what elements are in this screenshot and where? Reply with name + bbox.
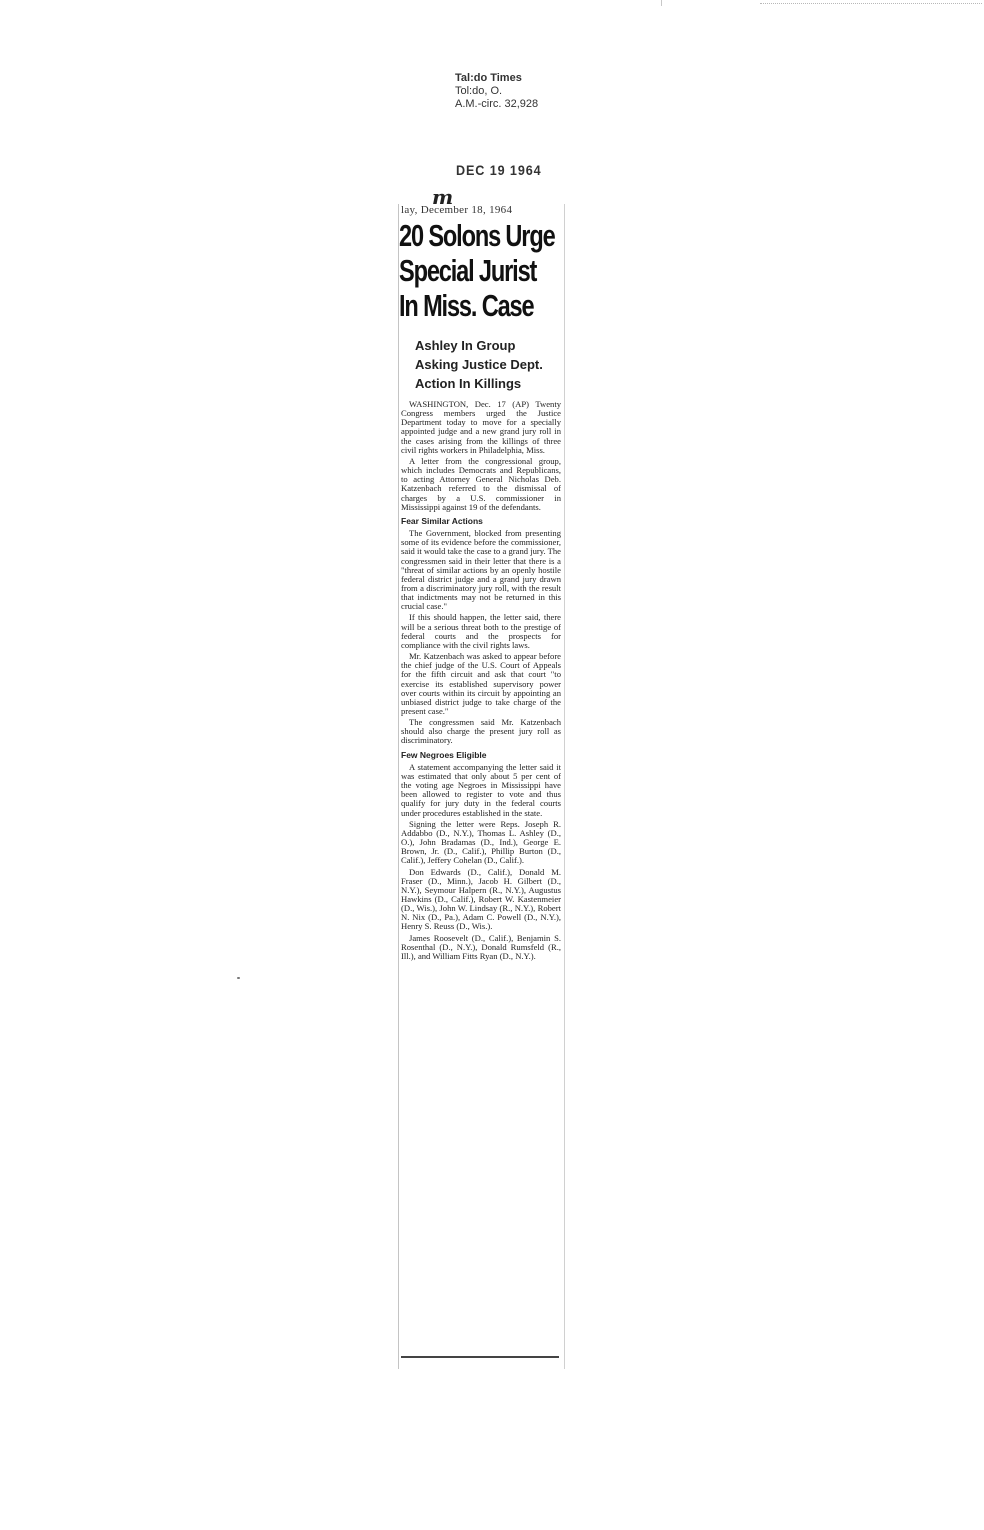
scan-speck	[237, 977, 240, 979]
stamp-circulation: A.M.-circ. 32,928	[455, 98, 539, 110]
article-paragraph: Don Edwards (D., Calif.), Donald M. Fraser (D., Minn.), Jacob H. Gilbert (D., N.Y.), Seymour Halpern (R., N.Y.), Augustus Hawkins (D., Calif.), Robert W. Kastenmeier (D., Wis.), John W. Lindsay (R., N.Y.), Robert N. Nix (D., Pa.), Adam C. Powell (D., N.Y.), Henry S. Reuss (D., Wis.).	[401, 866, 561, 932]
deck-line-1: Ashley In Group	[415, 338, 516, 353]
date-stamp: DEC 19 1964	[456, 162, 542, 178]
article-paragraph: The congressmen said Mr. Katzenbach should also charge the present jury roll as discriminatory.	[401, 717, 561, 746]
section-subhead: Few Negroes Eligible	[401, 749, 487, 760]
clipping-bottom-rule	[401, 1356, 559, 1358]
deck-line-2: Asking Justice Dept.	[415, 357, 543, 372]
article-paragraph: The Government, blocked from presenting some of its evidence before the commissioner, said it would take the case to a grand jury. The congressmen said in their letter that there is a "threat of similar actions by an openly hostile federal district judge and a grand jury drawn from a discriminatory jury roll, with the result that indictments may not be returned in this crucial case."	[401, 528, 561, 612]
scan-tick-mark	[661, 0, 662, 6]
article-paragraph: Mr. Katzenbach was asked to appear before the chief judge of the U.S. Court of Appeals for the fifth circuit and ask that court "to exercise its established supervisory power over courts within its circuit by appointing an unbiased district judge to take charge of the present case."	[401, 651, 561, 716]
section-subhead: Fear Similar Actions	[401, 515, 483, 526]
headline-line-3: In Miss. Case	[399, 288, 534, 323]
headline-line-2: Special Jurist	[399, 253, 537, 288]
article-paragraph: If this should happen, the letter said, there will be a serious threat both to the prestige of federal courts and the prospects for compliance with the civil rights laws.	[401, 612, 561, 650]
article-body	[401, 400, 561, 963]
headline-line-1: 20 Solons Urge	[399, 218, 555, 253]
stamp-newspaper-name: Tal:do Times	[455, 72, 522, 84]
article-paragraph: A statement accompanying the letter said it was estimated that only about 5 per cent of the voting age Negroes in Mississippi have been allowed to register to vote and thus qualify for jury duty in the federal courts under procedures established in the state.	[401, 761, 561, 818]
publication-stamp	[455, 72, 538, 111]
stamp-city: Tol:do, O.	[455, 85, 503, 97]
article-paragraph: A letter from the congressional group, which includes Democrats and Republicans, to acting Attorney General Nicholas Deb. Katzenbach referred to the dismissal of charges by a U.S. commissioner in Mississippi against 19 of the defendants.	[401, 455, 561, 512]
subheadline-deck	[415, 336, 565, 393]
article-paragraph: Signing the letter were Reps. Joseph R. Addabbo (D., N.Y.), Thomas L. Ashley (D., O.), John Bradamas (D., Ind.), George E. Brown, Jr. (D., Calif.), Phillip Burton (D., Calif.), Jeffery Cohelan (D., Calif.).	[401, 818, 561, 866]
clipping-dateline: lay, December 18, 1964	[401, 204, 513, 216]
headline	[399, 218, 555, 323]
article-paragraph: James Roosevelt (D., Calif.), Benjamin S. Rosenthal (D., N.Y.), Donald Rumsfeld (R., Ill.), and William Fitts Ryan (D., N.Y.).	[401, 932, 561, 961]
handwritten-initial: m	[432, 185, 454, 209]
scan-edge-dots	[760, 3, 982, 4]
news-clipping	[398, 204, 565, 1369]
article-paragraph: WASHINGTON, Dec. 17 (AP) Twenty Congress members urged the Justice Department today to move for a specially appointed judge and a new grand jury roll in the cases arising from the killings of three civil rights workers in Philadelphia, Miss.	[401, 399, 561, 455]
deck-line-3: Action In Killings	[415, 376, 522, 391]
